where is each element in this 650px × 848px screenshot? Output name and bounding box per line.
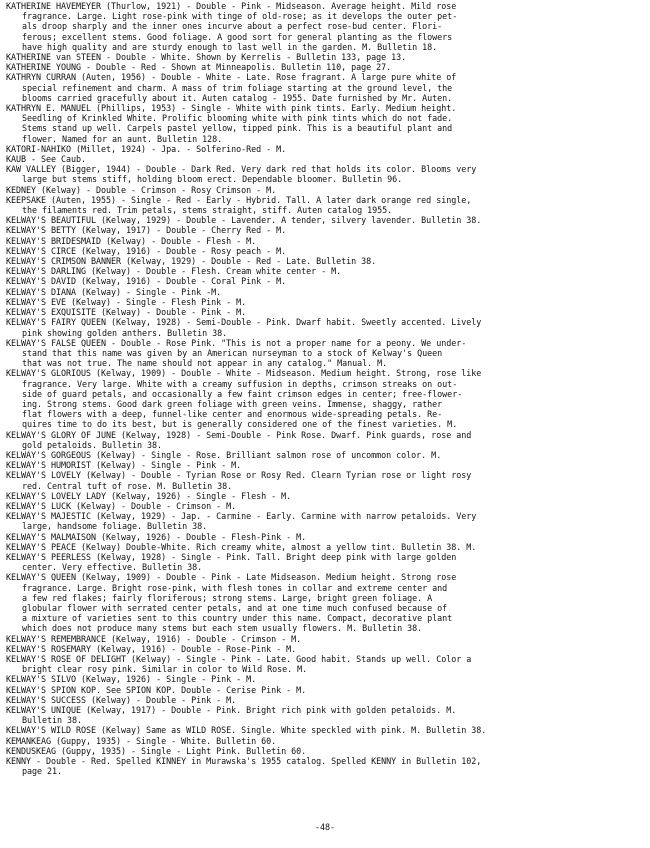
variety-entry <box>6 72 644 103</box>
entry-first-line: KELWAY'S GORGEOUS (Kelway) - Single - Rose. Brilliant salmon rose of uncommon color. M. <box>6 449 442 460</box>
entry-first-line: KELWAY'S ROSE OF DELIGHT (Kelway) - Single - Pink - Late. Good habit. Stands up well. Color a <box>6 654 472 664</box>
entry-continuation-line: flower. Named for an aunt. Bulletin 128. <box>22 133 223 144</box>
entry-first-line: KELWAY'S WILD ROSE (Kelway) Same as WILD ROSE. Single. White speckled with pink. M. Bulletin 38. <box>6 725 487 736</box>
variety-entry <box>6 1 644 52</box>
variety-entry <box>6 297 644 307</box>
entry-continuation-line: als droop sharply and the inner ones incurve about a perfect rose-bud center. Flori- <box>22 21 443 32</box>
entry-continuation-line: Bulletin 38. <box>22 715 83 726</box>
entry-first-line: KELWAY'S DAVID (Kelway, 1916) - Double - Coral Pink - M. <box>6 276 287 287</box>
entry-continuation-line: special refinement and charm. A mass of trim foliage starting at the ground level, the <box>22 82 453 93</box>
entry-first-line: KELWAY'S SPION KOP. See SPION KOP. Double - Cerise Pink - M. <box>6 684 307 695</box>
entry-first-line: KELWAY'S EXQUISITE (Kelway) - Double - Pink - M. <box>6 307 247 318</box>
entry-first-line: KELWAY'S GLORY OF JUNE (Kelway, 1928) - Semi-Double - Pink Rose. Dwarf. Pink guards, rose and <box>6 429 472 440</box>
variety-entry <box>6 491 644 501</box>
entry-first-line: KELWAY'S BRIDESMAID (Kelway) - Double - Flesh - M. <box>6 235 257 246</box>
variety-entry <box>6 287 644 297</box>
entry-continuation-line: page 21. <box>22 766 63 777</box>
variety-entry <box>6 225 644 235</box>
entry-first-line: KELWAY'S PEACE (Kelway) Double-White. Rich creamy white, almost a yellow tint. Bulletin 38. M. <box>6 541 477 552</box>
entry-first-line: KELWAY'S LOVELY LADY (Kelway, 1926) - Single - Flesh - M. <box>6 490 292 501</box>
entry-continuation-line: center. Very effective. Bulletin 38. <box>22 562 203 573</box>
entry-first-line: KELWAY'S DARLING (Kelway) - Double - Flesh. Cream white center - M. <box>6 266 342 277</box>
entry-first-line: KELWAY'S EVE (Kelway) - Single - Flesh Pink - M. <box>6 296 247 307</box>
entry-first-line: KELWAY'S BETTY (Kelway, 1917) - Double - Cherry Red - M. <box>6 225 287 236</box>
entry-continuation-line: flat flowers with a deep, funnel-like center and enormous wide-spreading petals. Re- <box>22 409 443 420</box>
entry-continuation-line: the filaments red. Trim petals, stems straight, stiff. Auten catalog 1955. <box>22 205 393 216</box>
entry-first-line: KATHRYN CURRAN (Auten, 1956) - Double - White - Late. Rose fragrant. A large pure white of <box>6 72 457 83</box>
variety-entry <box>6 634 644 644</box>
entry-continuation-line: ing. Strong stems. Good dark green foliage with green veins. Immense, shaggy, rather <box>22 398 443 409</box>
entry-first-line: KATORI-NAHIKO (Millet, 1924) - Jpa. - Solferino-Red - M. <box>6 143 287 154</box>
variety-entry <box>6 460 644 470</box>
variety-entry <box>6 276 644 286</box>
entry-continuation-line: fragrance. Large. Bright rose-pink, with flesh tones in collar and extreme center and <box>22 582 448 593</box>
entry-continuation-line: a few red flakes; fairly floriferous; strong stems. Large, bright green foliage. A <box>22 592 433 603</box>
variety-entry <box>6 246 644 256</box>
entry-continuation-line: large, handsome foliage. Bulletin 38. <box>22 521 208 532</box>
variety-entry <box>6 644 644 654</box>
variety-entry <box>6 103 644 144</box>
entry-first-line: KENNY - Double - Red. Spelled KINNEY in Murawska's 1955 catalog. Spelled KENNY in Bulletin 102, <box>6 756 482 767</box>
entry-continuation-line: blooms carried gracefully about it. Auten catalog - 1955. Date furnished by Mr. Auten. <box>22 92 453 103</box>
page-number: -48- <box>314 822 336 832</box>
variety-entry <box>6 430 644 450</box>
entry-first-line: KENDUSKEAG (Guppy, 1935) - Single - Light Pink. Bulletin 60. <box>6 745 307 756</box>
variety-entry <box>6 746 644 756</box>
variety-entry <box>6 338 644 369</box>
variety-entry <box>6 725 644 735</box>
variety-entry <box>6 266 644 276</box>
entry-first-line: KELWAY'S SILVO (Kelway, 1926) - Single - Pink - M. <box>6 674 257 685</box>
variety-entry <box>6 154 644 164</box>
variety-entry <box>6 705 644 725</box>
entry-continuation-line: have high quality and are sturdy enough to last well in the garden. M. Bulletin 18. <box>22 41 438 52</box>
entry-continuation-line: fragrance. Large. Light rose-pink with tinge of old-rose; as it develops the outer pet- <box>22 11 458 22</box>
entry-first-line: KATHERINE van STEEN - Double - White. Shown by Kerrelis - Bulletin 133, page 13. <box>6 52 407 63</box>
entry-first-line: KELWAY'S QUEEN (Kelway, 1909) - Double - Pink - Late Midseason. Medium height. Strong rose <box>6 572 457 583</box>
entry-continuation-line: Seedling of Krinkled White. Prolific blooming white with pink tints which do not fade. <box>22 113 453 124</box>
variety-entry <box>6 542 644 552</box>
variety-entry <box>6 307 644 317</box>
entry-first-line: KEMANKEAG (Guppy, 1935) - Single - White. Bulletin 60. <box>6 735 277 746</box>
entry-first-line: KELWAY'S LOVELY (Kelway) - Double - Tyrian Rose or Rosy Red. Clearn Tyrian rose or light rosy <box>6 470 472 481</box>
entry-first-line: KELWAY'S SUCCESS (Kelway) - Double - Pink - M. <box>6 694 237 705</box>
variety-entry <box>6 674 644 684</box>
variety-entry <box>6 236 644 246</box>
entry-first-line: KELWAY'S GLORIOUS (Kelway, 1909) - Double - White - Midseason. Medium height. Strong, rose like <box>6 368 482 379</box>
entry-first-line: KELWAY'S DIANA (Kelway) - Single - Pink -M. <box>6 286 222 297</box>
entry-first-line: KELWAY'S MALMAISON (Kelway, 1926) - Double - Flesh-Pink - M. <box>6 531 307 542</box>
entry-first-line: KELWAY'S REMEMBRANCE (Kelway, 1916) - Double - Crimson - M. <box>6 633 302 644</box>
entry-continuation-line: gold petaloids. Bulletin 38. <box>22 439 163 450</box>
entry-continuation-line: side of guard petals, and occasionally a few faint crimson edges in center; free-flower- <box>22 388 463 399</box>
entry-continuation-line: Stems stand up well. Carpels pastel yellow, tipped pink. This is a beautiful plant and <box>22 123 453 134</box>
entry-first-line: KELWAY'S UNIQUE (Kelway, 1917) - Double - Pink. Bright rich pink with golden petaloids. M. <box>6 705 457 716</box>
variety-entry <box>6 532 644 542</box>
variety-entry <box>6 215 644 225</box>
variety-entry <box>6 450 644 460</box>
entry-first-line: KELWAY'S CIRCE (Kelway, 1916) - Double - Rosy peach - M. <box>6 245 287 256</box>
entry-first-line: KELWAY'S FALSE QUEEN - Double - Rose Pink. "This is not a proper name for a peony. We under- <box>6 337 467 348</box>
variety-entry <box>6 62 644 72</box>
variety-entry <box>6 511 644 531</box>
entry-continuation-line: globular flower with serrated center petals, and at one time much confused because of <box>22 602 448 613</box>
variety-entry <box>6 501 644 511</box>
entry-first-line: KATHRYN E. MANUEL (Phillips, 1953) - Single - White with pink tints. Early. Medium height. <box>6 103 457 114</box>
entry-continuation-line: a mixture of varieties sent to this country under this name. Compact, decorative plant <box>22 613 453 624</box>
entry-first-line: KATHERINE HAVEMEYER (Thurlow, 1921) - Double - Pink - Midseason. Average height. Mild rose <box>6 1 457 11</box>
entry-first-line: KELWAY'S HUMORIST (Kelway) - Single - Pink - M. <box>6 460 242 471</box>
variety-entry <box>6 256 644 266</box>
variety-entry <box>6 317 644 337</box>
variety-entry <box>6 736 644 746</box>
entry-first-line: KATHERINE YOUNG - Double - Red - Shown at Minneapolis. Bulletin 110, page 27. <box>6 62 392 73</box>
entry-first-line: KELWAY'S LUCK (Kelway) - Double - Crimson - M. <box>6 500 237 511</box>
entry-continuation-line: pink showing golden anthers. Bulletin 38. <box>22 327 228 338</box>
entry-first-line: KEDNEY (Kelway) - Double - Crimson - Rosy Crimson - M. <box>6 184 277 195</box>
variety-entry <box>6 552 644 572</box>
variety-entry <box>6 695 644 705</box>
variety-entry <box>6 368 644 429</box>
entry-first-line: KELWAY'S FAIRY QUEEN (Kelway, 1928) - Semi-Double - Pink. Dwarf habit. Sweetly accented. Lively <box>6 317 482 328</box>
entry-continuation-line: that was not true. The name should not appear in any catalog." Manual. M. <box>22 358 388 369</box>
entry-continuation-line: which does not produce many stems but each stem usually flowers. M. Bulletin 38. <box>22 623 423 634</box>
variety-entry <box>6 572 644 633</box>
variety-entry <box>6 164 644 184</box>
variety-entry <box>6 144 644 154</box>
entry-continuation-line: bright clear rosy pink. Similar in color to Wild Rose. M. <box>22 664 308 675</box>
entry-continuation-line: quires time to do its best, but is generally considered one of the finest varieties. M. <box>22 419 458 430</box>
entry-continuation-line: stand that this name was given by an American nurseyman to a stock of Kelway's Queen <box>22 347 443 358</box>
entry-first-line: KAUB - See Caub. <box>6 154 87 165</box>
entry-first-line: KELWAY'S ROSEMARY (Kelway, 1916) - Double - Rose-Pink - M. <box>6 643 297 654</box>
entry-continuation-line: large but stems stiff, holding bloom erect. Dependable bloomer. Bulletin 96. <box>22 174 403 185</box>
variety-entry <box>6 654 644 674</box>
entry-first-line: KELWAY'S BEAUTIFUL (Kelway, 1929) - Double - Lavender. A tender, silvery lavender. Bulletin 38. <box>6 215 482 226</box>
variety-entry <box>6 756 644 776</box>
entry-first-line: KELWAY'S CRIMSON BANNER (Kelway, 1929) - Double - Red - Late. Bulletin 38. <box>6 256 377 267</box>
entry-first-line: KELWAY'S PEERLESS (Kelway, 1928) - Single - Pink. Tall. Bright deep pink with large golden <box>6 551 457 562</box>
entry-first-line: KEEPSAKE (Auten, 1955) - Single - Red - Early - Hybrid. Tall. A later dark orange red single, <box>6 194 472 205</box>
variety-entry <box>6 185 644 195</box>
variety-entry <box>6 195 644 215</box>
entry-first-line: KAW VALLEY (Bigger, 1944) - Double - Dark Red. Very dark red that holds its color. Blooms very <box>6 164 477 175</box>
entry-continuation-line: fragrance. Very large. White with a creamy suffusion in depths, crimson streaks on out- <box>22 378 458 389</box>
variety-entry <box>6 685 644 695</box>
variety-entry <box>6 470 644 490</box>
variety-entry <box>6 52 644 62</box>
entry-continuation-line: red. Central tuft of rose. M. Bulletin 38. <box>22 480 233 491</box>
entry-continuation-line: ferous; excellent stems. Good foliage. A good sort for general planting as the flowers <box>22 31 453 42</box>
entry-first-line: KELWAY'S MAJESTIC (Kelway, 1929) - Jap. - Carmine - Early. Carmine with narrow petaloids. Very <box>6 511 477 522</box>
